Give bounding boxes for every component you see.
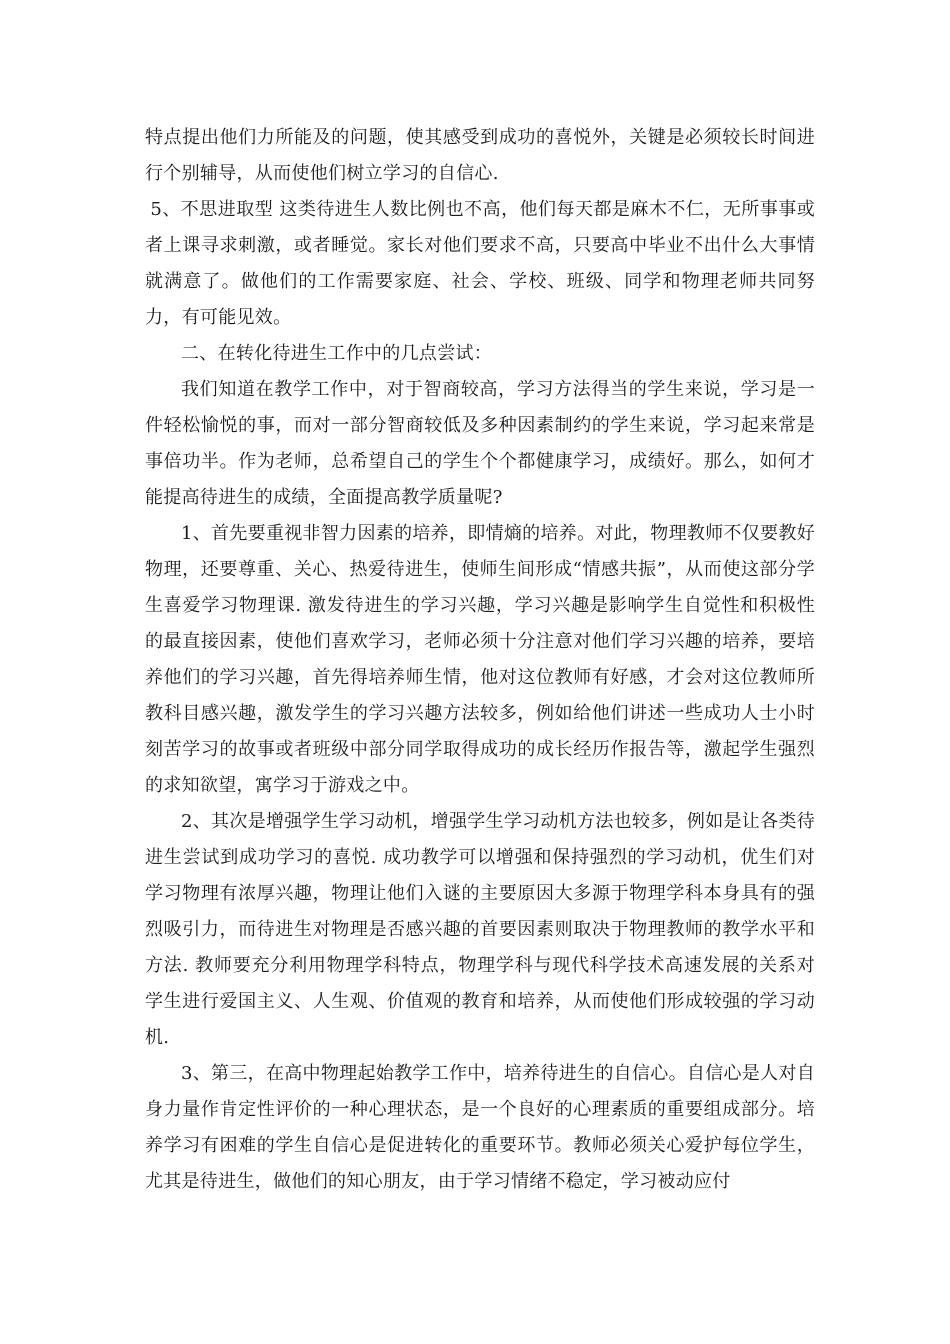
paragraph-type-5: 5、不思进取型 这类待进生人数比例也不高，他们每天都是麻木不仁，无所事事或者上课寻求刺激，或者睡觉。家长对他们要求不高，只要高中毕业不出什么大事情就满意了。做他们的工作需要家庭、社会、学校、班级、同学和物理老师共同努力，有可能见效。 (145, 199, 815, 328)
document-body (145, 120, 815, 1200)
section-heading-2: 二、在转化待进生工作中的几点尝试： (181, 343, 493, 364)
paragraph-intro: 我们知道在教学工作中，对于智商较高，学习方法得当的学生来说，学习是一件轻松愉悦的事，而对一部分智商较低及多种因素制约的学生来说，学习起来常是事倍功半。作为老师，总希望自己的学生个个都健康学习，成绩好。那么，如何才能提高待进生的成绩，全面提高教学质量呢? (145, 379, 815, 508)
paragraph-point-2: 2、其次是增强学生学习动机，增强学生学习动机方法也较多，例如是让各类待进生尝试到成功学习的喜悦. 成功教学可以增强和保持强烈的学习动机，优生们对学习物理有浓厚兴趣，物理让他们入谜的主要原因大多源于物理学科本身具有的强烈吸引力，而待进生对物理是否感兴趣的首要因素则取决于物理教师的教学水平和方法. 教师要充分利用物理学科特点，物理学科与现代科学技术高速发展的关系对学生进行爱国主义、人生观、价值观的教育和培养，从而使他们形成较强的学习动机. (145, 811, 815, 1048)
paragraph-continuation: 特点提出他们力所能及的问题，使其感受到成功的喜悦外，关键是必须较长时间进行个别辅导，从而使他们树立学习的自信心. (145, 127, 815, 184)
paragraph-point-3: 3、第三，在高中物理起始教学工作中，培养待进生的自信心。自信心是人对自身力量作肯定性评价的一种心理状态，是一个良好的心理素质的重要组成部分。培养学习有困难的学生自信心是促进转化的重要环节。教师必须关心爱护每位学生，尤其是待进生，做他们的知心朋友，由于学习情绪不稳定，学习被动应付 (145, 1063, 815, 1192)
paragraph-point-1: 1、首先要重视非智力因素的培养，即情熵的培养。对此，物理教师不仅要教好物理，还要尊重、关心、热爱待进生，使师生间形成“情感共振”，从而使这部分学生喜爱学习物理课. 激发待进生的学习兴趣，学习兴趣是影响学生自觉性和积极性的最直接因素，使他们喜欢学习，老师必须十分注意对他们学习兴趣的培养，要培养他们的学习兴趣，首先得培养师生情，他对这位教师有好感，才会对这位教师所教科目感兴趣，激发学生的学习兴趣方法较多，例如给他们讲述一些成功人士小时刻苦学习的故事或者班级中部分同学取得成功的成长经历作报告等，激起学生强烈的求知欲望，寓学习于游戏之中。 (145, 523, 815, 796)
